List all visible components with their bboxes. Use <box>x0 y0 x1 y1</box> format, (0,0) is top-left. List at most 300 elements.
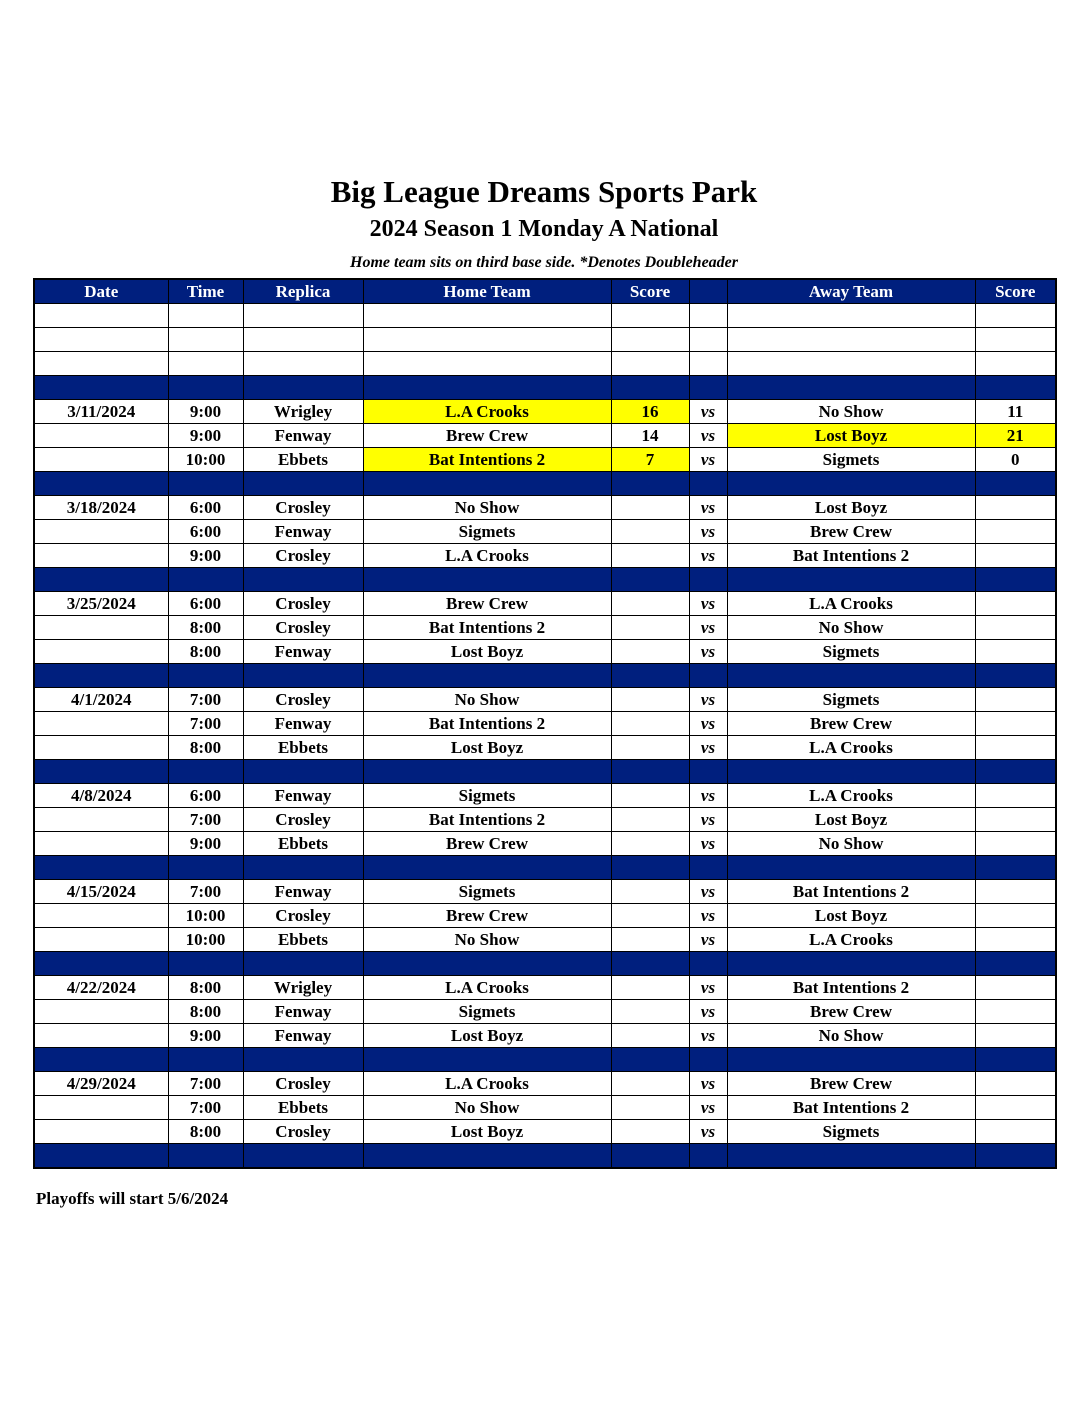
home-team-cell: Lost Boyz <box>363 1120 611 1144</box>
away-team-cell <box>727 472 975 496</box>
week-separator-row <box>34 760 1056 784</box>
time-cell <box>168 664 243 688</box>
replica-cell <box>243 352 363 376</box>
table-row <box>34 784 1056 808</box>
away-score-cell <box>975 784 1056 808</box>
replica-cell: Crosley <box>243 1120 363 1144</box>
vs-cell <box>689 760 727 784</box>
replica-cell: Fenway <box>243 1024 363 1048</box>
time-cell <box>168 328 243 352</box>
page-title: Big League Dreams Sports Park <box>330 174 758 209</box>
replica-cell: Wrigley <box>243 976 363 1000</box>
vs-cell: vs <box>689 928 727 952</box>
replica-cell: Fenway <box>243 424 363 448</box>
away-team-cell <box>727 952 975 976</box>
date-cell <box>34 640 168 664</box>
schedule-body <box>34 304 1056 1169</box>
home-team-cell <box>363 352 611 376</box>
home-score-cell <box>611 1048 689 1072</box>
week-separator-row <box>34 1144 1056 1169</box>
playoffs-note: Playoffs will start 5/6/2024 <box>36 1189 229 1208</box>
replica-cell: Fenway <box>243 520 363 544</box>
col-header-away-score: Score <box>975 279 1056 304</box>
home-team-cell <box>363 1144 611 1169</box>
date-cell: 3/18/2024 <box>34 496 168 520</box>
home-team-cell <box>363 304 611 328</box>
away-score-cell <box>975 832 1056 856</box>
time-cell: 7:00 <box>168 712 243 736</box>
away-score-cell <box>975 376 1056 400</box>
home-score-cell: 7 <box>611 448 689 472</box>
table-row <box>34 424 1056 448</box>
home-team-cell <box>363 664 611 688</box>
vs-cell: vs <box>689 808 727 832</box>
home-score-cell <box>611 952 689 976</box>
date-cell: 4/22/2024 <box>34 976 168 1000</box>
away-team-cell: Brew Crew <box>727 520 975 544</box>
date-cell <box>34 448 168 472</box>
time-cell: 9:00 <box>168 832 243 856</box>
away-score-cell <box>975 688 1056 712</box>
replica-cell: Crosley <box>243 688 363 712</box>
table-row <box>34 880 1056 904</box>
replica-cell <box>243 568 363 592</box>
replica-cell: Crosley <box>243 592 363 616</box>
away-score-cell <box>975 952 1056 976</box>
schedule-table <box>33 278 1057 1169</box>
vs-cell: vs <box>689 688 727 712</box>
time-cell: 6:00 <box>168 496 243 520</box>
home-team-cell <box>363 472 611 496</box>
home-team-cell <box>363 1048 611 1072</box>
date-cell <box>34 952 168 976</box>
table-row <box>34 1120 1056 1144</box>
time-cell <box>168 760 243 784</box>
home-score-cell <box>611 760 689 784</box>
away-score-cell <box>975 616 1056 640</box>
vs-cell <box>689 1048 727 1072</box>
away-team-cell: Bat Intentions 2 <box>727 544 975 568</box>
time-cell: 10:00 <box>168 904 243 928</box>
time-cell: 7:00 <box>168 808 243 832</box>
home-team-cell: Sigmets <box>363 784 611 808</box>
away-score-cell <box>975 1144 1056 1169</box>
replica-cell: Fenway <box>243 712 363 736</box>
replica-cell <box>243 328 363 352</box>
away-team-cell: L.A Crooks <box>727 592 975 616</box>
date-cell: 4/1/2024 <box>34 688 168 712</box>
time-cell <box>168 472 243 496</box>
vs-cell: vs <box>689 1000 727 1024</box>
date-cell <box>34 712 168 736</box>
away-score-cell <box>975 904 1056 928</box>
time-cell <box>168 1048 243 1072</box>
home-team-cell <box>363 760 611 784</box>
away-team-cell <box>727 352 975 376</box>
vs-cell: vs <box>689 880 727 904</box>
table-row <box>34 1096 1056 1120</box>
home-score-cell: 14 <box>611 424 689 448</box>
home-team-cell: L.A Crooks <box>363 544 611 568</box>
time-cell: 8:00 <box>168 616 243 640</box>
home-score-cell <box>611 664 689 688</box>
time-cell: 7:00 <box>168 1072 243 1096</box>
replica-cell: Ebbets <box>243 832 363 856</box>
replica-cell: Wrigley <box>243 400 363 424</box>
home-score-cell <box>611 904 689 928</box>
home-team-cell <box>363 568 611 592</box>
replica-cell: Fenway <box>243 784 363 808</box>
date-cell <box>34 1120 168 1144</box>
home-team-cell: Brew Crew <box>363 904 611 928</box>
away-score-cell <box>975 544 1056 568</box>
away-team-cell: Sigmets <box>727 1120 975 1144</box>
home-team-cell: L.A Crooks <box>363 1072 611 1096</box>
table-row <box>34 592 1056 616</box>
replica-cell: Crosley <box>243 904 363 928</box>
home-score-cell <box>611 736 689 760</box>
date-cell <box>34 328 168 352</box>
home-score-cell <box>611 592 689 616</box>
time-cell <box>168 376 243 400</box>
home-score-cell <box>611 712 689 736</box>
date-cell <box>34 568 168 592</box>
away-team-cell: L.A Crooks <box>727 784 975 808</box>
col-header-away-team: Away Team <box>727 279 975 304</box>
vs-cell: vs <box>689 400 727 424</box>
away-score-cell <box>975 352 1056 376</box>
date-cell <box>34 664 168 688</box>
replica-cell <box>243 760 363 784</box>
replica-cell: Crosley <box>243 544 363 568</box>
vs-cell <box>689 352 727 376</box>
away-score-cell <box>975 592 1056 616</box>
table-row <box>34 1024 1056 1048</box>
time-cell: 8:00 <box>168 976 243 1000</box>
home-team-cell: Bat Intentions 2 <box>363 448 611 472</box>
date-cell <box>34 352 168 376</box>
vs-cell <box>689 472 727 496</box>
away-team-cell <box>727 760 975 784</box>
time-cell: 8:00 <box>168 736 243 760</box>
home-team-cell: Sigmets <box>363 1000 611 1024</box>
date-cell <box>34 856 168 880</box>
replica-cell: Fenway <box>243 880 363 904</box>
home-team-cell: No Show <box>363 688 611 712</box>
away-score-cell: 0 <box>975 448 1056 472</box>
home-team-cell: Lost Boyz <box>363 736 611 760</box>
date-cell <box>34 472 168 496</box>
home-score-cell <box>611 1072 689 1096</box>
table-row <box>34 400 1056 424</box>
away-score-cell <box>975 1024 1056 1048</box>
time-cell: 9:00 <box>168 424 243 448</box>
replica-cell: Crosley <box>243 1072 363 1096</box>
away-score-cell <box>975 640 1056 664</box>
col-header-home-score: Score <box>611 279 689 304</box>
vs-cell: vs <box>689 1072 727 1096</box>
time-cell: 8:00 <box>168 1120 243 1144</box>
away-team-cell <box>727 1048 975 1072</box>
vs-cell: vs <box>689 496 727 520</box>
season-subtitle: 2024 Season 1 Monday A National <box>369 216 719 242</box>
away-team-cell: No Show <box>727 1024 975 1048</box>
away-score-cell <box>975 472 1056 496</box>
home-team-cell: Bat Intentions 2 <box>363 616 611 640</box>
away-score-cell <box>975 856 1056 880</box>
away-score-cell <box>975 976 1056 1000</box>
away-team-cell: Bat Intentions 2 <box>727 880 975 904</box>
away-team-cell: No Show <box>727 616 975 640</box>
away-team-cell: Sigmets <box>727 448 975 472</box>
home-score-cell <box>611 304 689 328</box>
vs-cell: vs <box>689 832 727 856</box>
home-score-cell <box>611 1024 689 1048</box>
home-team-cell <box>363 952 611 976</box>
away-score-cell <box>975 520 1056 544</box>
away-team-cell: L.A Crooks <box>727 736 975 760</box>
home-score-cell <box>611 1120 689 1144</box>
time-cell: 8:00 <box>168 1000 243 1024</box>
table-row <box>34 808 1056 832</box>
table-row <box>34 904 1056 928</box>
time-cell: 9:00 <box>168 400 243 424</box>
away-score-cell: 11 <box>975 400 1056 424</box>
vs-cell: vs <box>689 592 727 616</box>
table-row <box>34 688 1056 712</box>
date-cell <box>34 1096 168 1120</box>
away-score-cell <box>975 304 1056 328</box>
away-team-cell <box>727 664 975 688</box>
time-cell: 6:00 <box>168 784 243 808</box>
replica-cell: Crosley <box>243 616 363 640</box>
away-score-cell <box>975 1096 1056 1120</box>
home-team-cell <box>363 328 611 352</box>
away-team-cell: Brew Crew <box>727 712 975 736</box>
vs-cell: vs <box>689 1024 727 1048</box>
week-separator-row <box>34 472 1056 496</box>
away-team-cell <box>727 568 975 592</box>
away-score-cell <box>975 1000 1056 1024</box>
home-team-cell: Lost Boyz <box>363 640 611 664</box>
col-header-replica: Replica <box>243 279 363 304</box>
home-score-cell <box>611 544 689 568</box>
time-cell <box>168 568 243 592</box>
away-team-cell: L.A Crooks <box>727 928 975 952</box>
away-score-cell <box>975 664 1056 688</box>
away-score-cell <box>975 568 1056 592</box>
replica-cell <box>243 1048 363 1072</box>
vs-cell: vs <box>689 1120 727 1144</box>
vs-cell <box>689 328 727 352</box>
away-score-cell <box>975 736 1056 760</box>
away-team-cell <box>727 376 975 400</box>
blank-row <box>34 352 1056 376</box>
table-row <box>34 496 1056 520</box>
home-score-cell <box>611 856 689 880</box>
col-header-home-team: Home Team <box>363 279 611 304</box>
home-score-cell <box>611 376 689 400</box>
vs-cell: vs <box>689 904 727 928</box>
away-team-cell <box>727 856 975 880</box>
home-score-cell: 16 <box>611 400 689 424</box>
home-team-cell: L.A Crooks <box>363 976 611 1000</box>
date-cell <box>34 832 168 856</box>
time-cell: 6:00 <box>168 520 243 544</box>
date-cell <box>34 736 168 760</box>
table-row <box>34 1000 1056 1024</box>
date-cell <box>34 544 168 568</box>
home-score-cell <box>611 928 689 952</box>
replica-cell: Crosley <box>243 496 363 520</box>
away-score-cell <box>975 328 1056 352</box>
table-row <box>34 928 1056 952</box>
away-team-cell: Bat Intentions 2 <box>727 1096 975 1120</box>
replica-cell: Fenway <box>243 640 363 664</box>
table-row <box>34 976 1056 1000</box>
vs-cell: vs <box>689 544 727 568</box>
week-separator-row <box>34 952 1056 976</box>
week-separator-row <box>34 856 1056 880</box>
replica-cell <box>243 376 363 400</box>
home-team-cell: Sigmets <box>363 520 611 544</box>
time-cell: 6:00 <box>168 592 243 616</box>
home-score-cell <box>611 472 689 496</box>
away-team-cell: Lost Boyz <box>727 808 975 832</box>
away-team-cell: Lost Boyz <box>727 496 975 520</box>
vs-cell: vs <box>689 424 727 448</box>
date-cell <box>34 1000 168 1024</box>
date-cell <box>34 520 168 544</box>
replica-cell <box>243 472 363 496</box>
vs-cell: vs <box>689 520 727 544</box>
table-row <box>34 712 1056 736</box>
home-team-cell: Bat Intentions 2 <box>363 808 611 832</box>
week-separator-row <box>34 1048 1056 1072</box>
replica-cell <box>243 664 363 688</box>
date-cell: 4/29/2024 <box>34 1072 168 1096</box>
home-team-cell <box>363 856 611 880</box>
vs-cell: vs <box>689 976 727 1000</box>
home-team-cell: Brew Crew <box>363 592 611 616</box>
date-cell: 4/15/2024 <box>34 880 168 904</box>
date-cell <box>34 808 168 832</box>
date-cell: 3/25/2024 <box>34 592 168 616</box>
home-team-cell: Lost Boyz <box>363 1024 611 1048</box>
home-score-cell <box>611 832 689 856</box>
away-score-cell <box>975 496 1056 520</box>
date-cell <box>34 376 168 400</box>
vs-cell: vs <box>689 640 727 664</box>
away-team-cell: Sigmets <box>727 688 975 712</box>
time-cell <box>168 352 243 376</box>
time-cell: 7:00 <box>168 688 243 712</box>
home-score-cell <box>611 688 689 712</box>
home-team-cell: Bat Intentions 2 <box>363 712 611 736</box>
col-header-date: Date <box>34 279 168 304</box>
replica-cell: Ebbets <box>243 928 363 952</box>
col-header-time: Time <box>168 279 243 304</box>
away-team-cell: Brew Crew <box>727 1072 975 1096</box>
week-separator-row <box>34 376 1056 400</box>
replica-cell <box>243 952 363 976</box>
away-team-cell <box>727 1144 975 1169</box>
vs-cell: vs <box>689 1096 727 1120</box>
home-score-cell <box>611 352 689 376</box>
away-team-cell: No Show <box>727 832 975 856</box>
table-row <box>34 544 1056 568</box>
table-row <box>34 448 1056 472</box>
date-cell <box>34 424 168 448</box>
home-score-cell <box>611 1096 689 1120</box>
away-team-cell: Brew Crew <box>727 1000 975 1024</box>
away-team-cell: No Show <box>727 400 975 424</box>
week-separator-row <box>34 568 1056 592</box>
col-header-vs <box>689 279 727 304</box>
date-cell <box>34 304 168 328</box>
doubleheader-note: Home team sits on third base side. *Denotes Doubleheader <box>350 254 738 271</box>
replica-cell <box>243 856 363 880</box>
replica-cell: Ebbets <box>243 736 363 760</box>
table-row <box>34 640 1056 664</box>
time-cell <box>168 1144 243 1169</box>
home-score-cell <box>611 976 689 1000</box>
away-team-cell <box>727 328 975 352</box>
away-score-cell <box>975 1120 1056 1144</box>
time-cell: 10:00 <box>168 448 243 472</box>
vs-cell <box>689 568 727 592</box>
home-score-cell <box>611 640 689 664</box>
date-cell <box>34 616 168 640</box>
blank-row <box>34 304 1056 328</box>
away-score-cell: 21 <box>975 424 1056 448</box>
vs-cell: vs <box>689 736 727 760</box>
replica-cell <box>243 304 363 328</box>
home-team-cell: No Show <box>363 928 611 952</box>
home-team-cell: No Show <box>363 496 611 520</box>
home-score-cell <box>611 568 689 592</box>
vs-cell <box>689 376 727 400</box>
away-team-cell: Lost Boyz <box>727 424 975 448</box>
time-cell: 9:00 <box>168 544 243 568</box>
away-score-cell <box>975 1072 1056 1096</box>
replica-cell <box>243 1144 363 1169</box>
home-score-cell <box>611 616 689 640</box>
vs-cell <box>689 952 727 976</box>
date-cell <box>34 1024 168 1048</box>
table-row <box>34 1072 1056 1096</box>
time-cell <box>168 856 243 880</box>
away-score-cell <box>975 928 1056 952</box>
home-score-cell <box>611 1000 689 1024</box>
time-cell: 8:00 <box>168 640 243 664</box>
home-score-cell <box>611 496 689 520</box>
date-cell <box>34 1048 168 1072</box>
replica-cell: Crosley <box>243 808 363 832</box>
vs-cell <box>689 664 727 688</box>
home-team-cell: Brew Crew <box>363 832 611 856</box>
away-score-cell <box>975 760 1056 784</box>
home-team-cell: L.A Crooks <box>363 400 611 424</box>
table-header-row <box>34 279 1056 304</box>
time-cell: 7:00 <box>168 1096 243 1120</box>
away-team-cell: Bat Intentions 2 <box>727 976 975 1000</box>
home-team-cell <box>363 376 611 400</box>
table-row <box>34 832 1056 856</box>
time-cell <box>168 952 243 976</box>
replica-cell: Fenway <box>243 1000 363 1024</box>
date-cell: 3/11/2024 <box>34 400 168 424</box>
